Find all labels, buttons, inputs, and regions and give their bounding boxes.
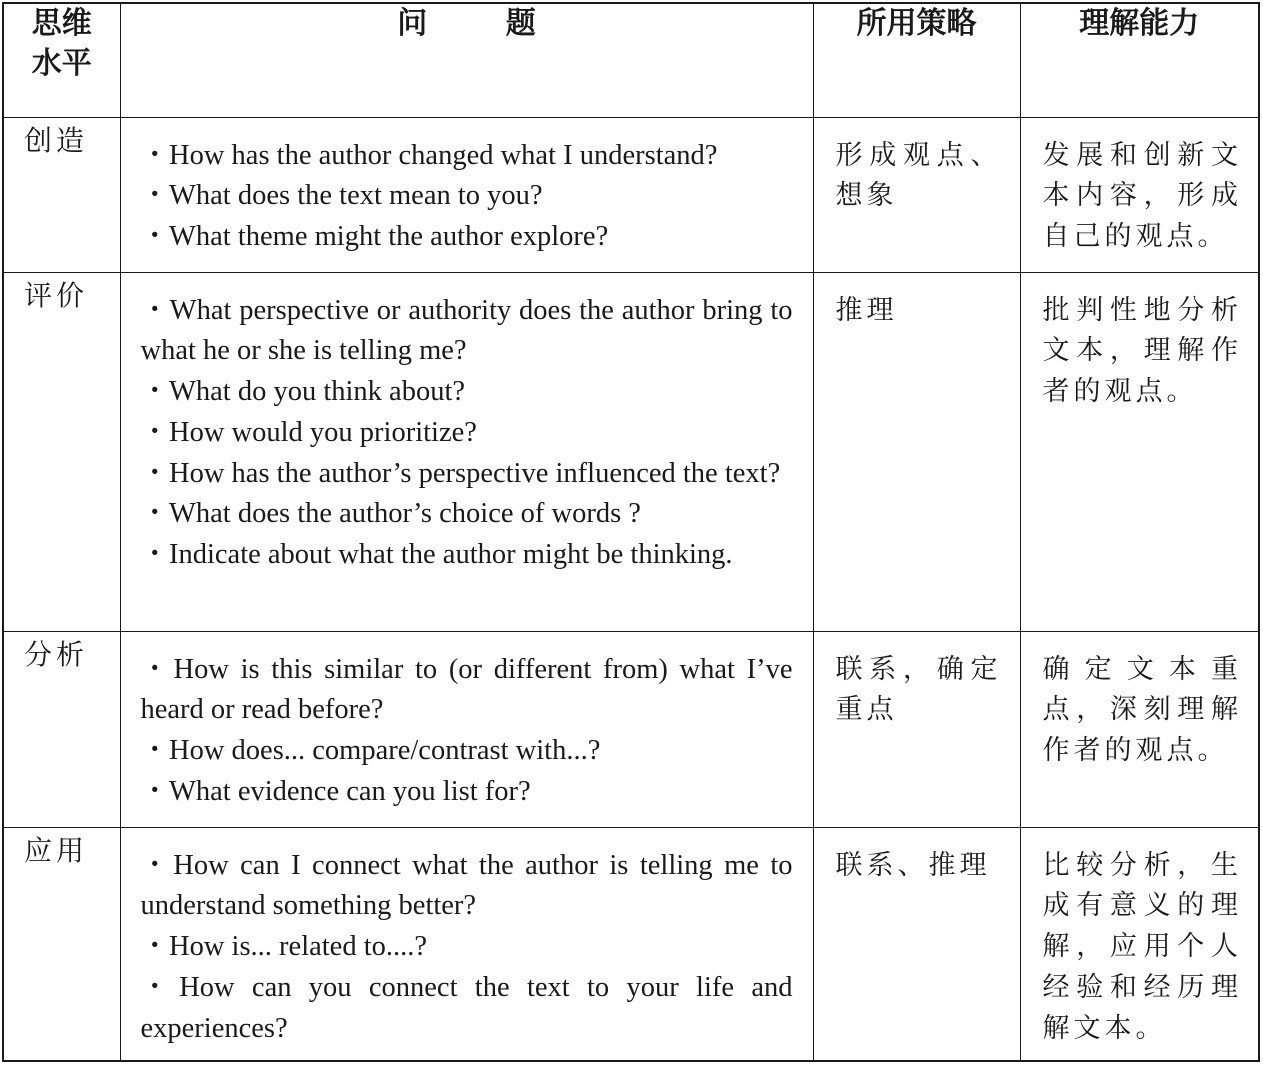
question-line: ・How does... compare/contrast with...? bbox=[140, 735, 601, 767]
header-ability-label: 理解能力 bbox=[1079, 6, 1200, 41]
question-line: ・Indicate about what the author might be thinking. bbox=[140, 539, 733, 571]
question-line: ・How can I connect what the author is telling me to understand something better? bbox=[140, 849, 793, 922]
questions-cell bbox=[120, 827, 813, 1061]
question-line: ・What does the text mean to you? bbox=[140, 180, 543, 212]
level-cell: 分析 bbox=[3, 631, 120, 827]
strategy-cell: 形成观点、想象 bbox=[813, 117, 1020, 272]
header-ability bbox=[1020, 3, 1259, 117]
header-question-label: 问 题 bbox=[397, 6, 570, 41]
question-line: ・What does the author’s choice of words ? bbox=[140, 498, 641, 530]
level-cell: 创造 bbox=[3, 117, 120, 272]
header-thinking-level bbox=[3, 3, 120, 117]
question-line: ・How has the author changed what I understand? bbox=[140, 139, 718, 171]
table-row bbox=[3, 117, 1259, 272]
ability-cell: 比较分析，生成有意义的理解，应用个人经验和经历理解文本。 bbox=[1020, 827, 1259, 1061]
header-thinking-level-line-2: 水平 bbox=[31, 46, 92, 81]
level-cell: 评价 bbox=[3, 272, 120, 631]
level-cell: 应用 bbox=[3, 827, 120, 1061]
question-line: ・How is this similar to (or different from) what I’ve heard or read before? bbox=[140, 653, 793, 726]
thinking-level-table bbox=[2, 2, 1260, 1062]
header-strategy bbox=[813, 3, 1020, 117]
table-row bbox=[3, 272, 1259, 631]
table-row bbox=[3, 631, 1259, 827]
question-line: ・How can you connect the text to your life and experiences? bbox=[140, 971, 793, 1044]
table-row bbox=[3, 827, 1259, 1061]
ability-cell: 批判性地分析文本，理解作者的观点。 bbox=[1020, 272, 1259, 631]
questions-cell bbox=[120, 631, 813, 827]
question-line: ・What do you think about? bbox=[140, 376, 466, 408]
question-line: ・What theme might the author explore? bbox=[140, 221, 609, 253]
questions-cell bbox=[120, 117, 813, 272]
question-line: ・What perspective or authority does the author bring to what he or she is telling me? bbox=[140, 294, 793, 367]
header-question bbox=[120, 3, 813, 117]
header-thinking-level-line-1: 思维 bbox=[31, 6, 92, 41]
strategy-cell: 联系，确定重点 bbox=[813, 631, 1020, 827]
strategy-cell: 推理 bbox=[813, 272, 1020, 631]
question-line: ・What evidence can you list for? bbox=[140, 775, 531, 807]
questions-cell bbox=[120, 272, 813, 631]
header-strategy-label: 所用策略 bbox=[856, 6, 977, 41]
strategy-cell: 联系、推理 bbox=[813, 827, 1020, 1061]
table-header-row bbox=[3, 3, 1259, 117]
ability-cell: 发展和创新文本内容，形成自己的观点。 bbox=[1020, 117, 1259, 272]
ability-cell: 确定文本重点，深刻理解作者的观点。 bbox=[1020, 631, 1259, 827]
question-line: ・How is... related to....? bbox=[140, 931, 428, 963]
question-line: ・How would you prioritize? bbox=[140, 416, 477, 448]
question-line: ・How has the author’s perspective influenced the text? bbox=[140, 457, 781, 489]
